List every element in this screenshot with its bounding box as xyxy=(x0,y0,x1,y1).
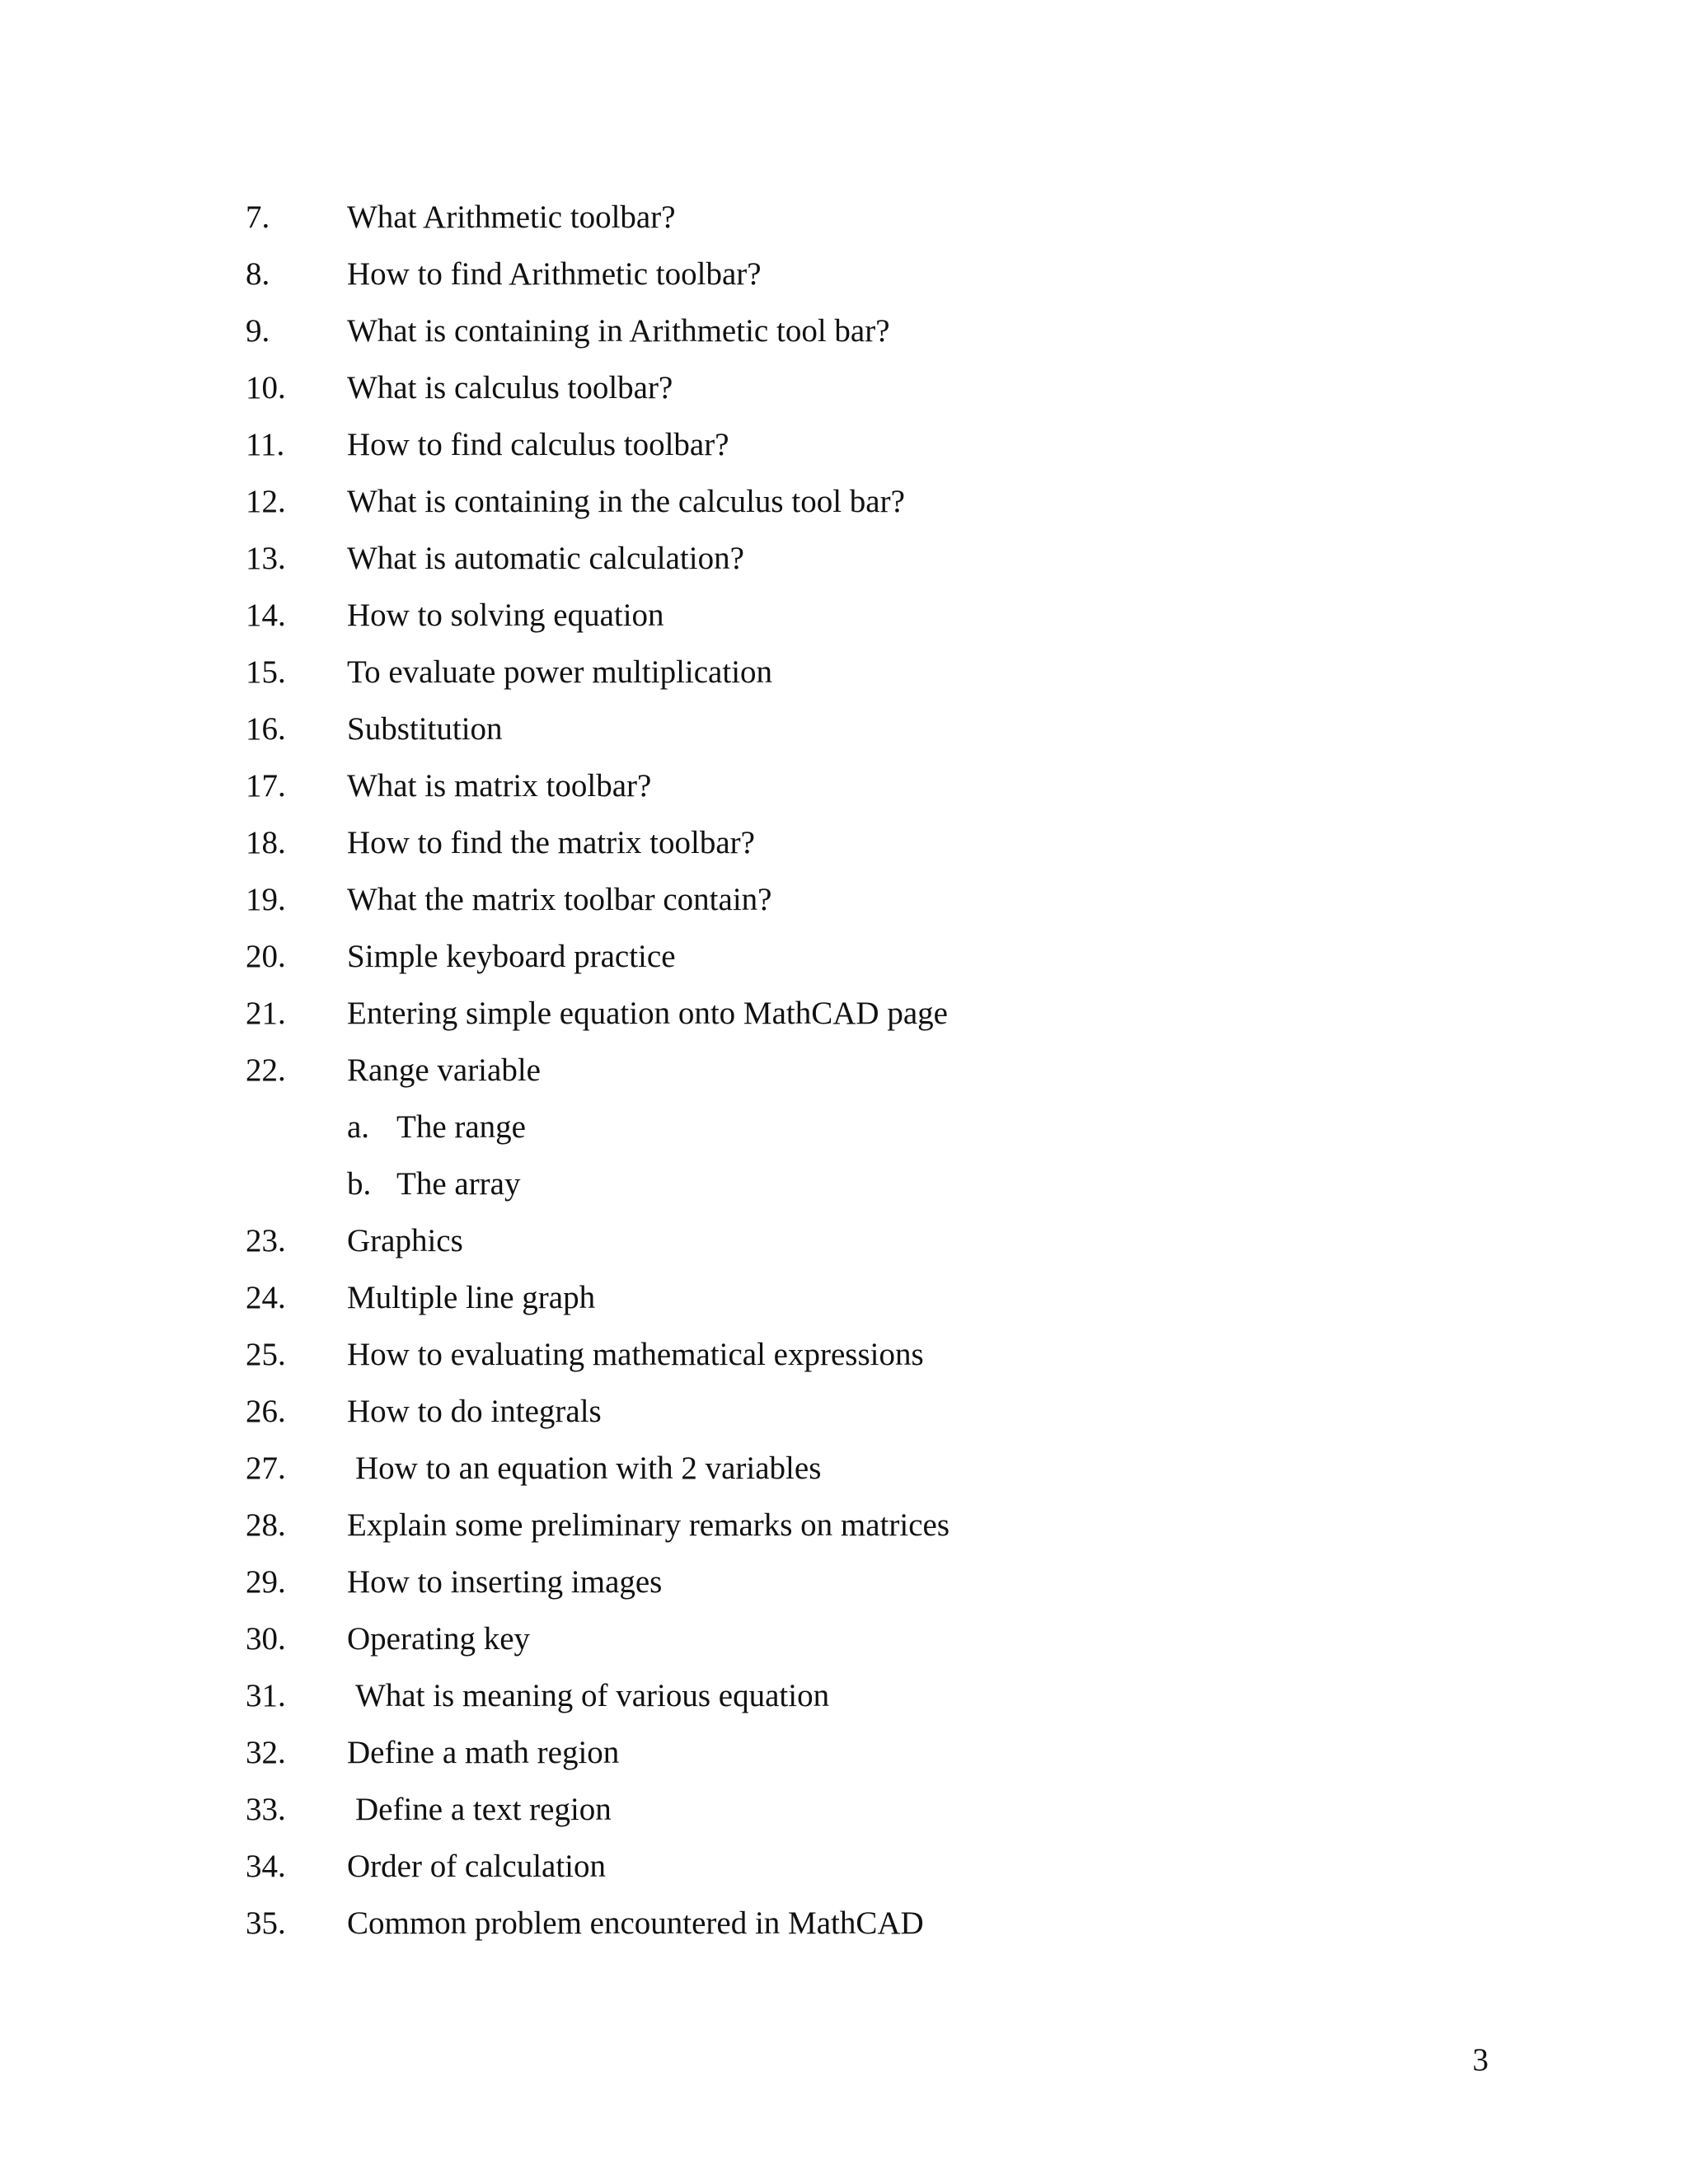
list-item xyxy=(0,1673,1688,1730)
list-item xyxy=(0,763,1688,820)
item-number: 7. xyxy=(246,199,270,235)
item-text: Define a text region xyxy=(355,1792,612,1827)
list-item xyxy=(0,1047,1688,1104)
item-number: 20. xyxy=(246,939,286,974)
list-item xyxy=(0,877,1688,934)
sub-item-marker: a. xyxy=(347,1109,370,1145)
list-item xyxy=(0,479,1688,536)
list-item xyxy=(0,1218,1688,1275)
item-text: Simple keyboard practice xyxy=(347,939,676,974)
list-item xyxy=(0,1332,1688,1389)
item-text: What is automatic calculation? xyxy=(347,541,744,576)
item-text: Common problem encountered in MathCAD xyxy=(347,1905,924,1941)
item-number: 33. xyxy=(246,1792,286,1827)
item-text: Graphics xyxy=(347,1223,463,1258)
list-item xyxy=(0,706,1688,763)
sub-list-item xyxy=(0,1161,1688,1218)
list-item xyxy=(0,536,1688,593)
item-text: How to do integrals xyxy=(347,1394,602,1429)
item-text: What is containing in Arithmetic tool bar? xyxy=(347,313,890,349)
list-item xyxy=(0,1844,1688,1900)
item-number: 13. xyxy=(246,541,286,576)
list-item xyxy=(0,934,1688,991)
item-text: How to find the matrix toolbar? xyxy=(347,825,755,860)
list-item xyxy=(0,1275,1688,1332)
item-text: How to evaluating mathematical expressions xyxy=(347,1337,924,1372)
item-number: 10. xyxy=(246,370,286,405)
item-number: 12. xyxy=(246,484,286,519)
list-item xyxy=(0,1502,1688,1559)
item-number: 24. xyxy=(246,1280,286,1315)
item-number: 34. xyxy=(246,1849,286,1884)
page-number: 3 xyxy=(1472,2042,1489,2078)
item-text: Define a math region xyxy=(347,1735,620,1770)
item-text: How to find calculus toolbar? xyxy=(347,427,729,462)
item-number: 26. xyxy=(246,1394,286,1429)
item-number: 32. xyxy=(246,1735,286,1770)
list-item xyxy=(0,649,1688,706)
question-list xyxy=(0,194,1688,1957)
item-number: 27. xyxy=(246,1451,286,1486)
list-item xyxy=(0,1446,1688,1502)
item-number: 11. xyxy=(246,427,285,462)
list-item xyxy=(0,1787,1688,1844)
list-item xyxy=(0,820,1688,877)
item-text: To evaluate power multiplication xyxy=(347,654,773,690)
item-text: What the matrix toolbar contain? xyxy=(347,882,772,917)
item-number: 23. xyxy=(246,1223,286,1258)
sub-item-text: The range xyxy=(396,1109,526,1145)
item-text: What is calculus toolbar? xyxy=(347,370,673,405)
item-text: Range variable xyxy=(347,1052,541,1088)
item-number: 15. xyxy=(246,654,286,690)
item-number: 14. xyxy=(246,598,286,633)
item-text: How to an equation with 2 variables xyxy=(355,1451,822,1486)
item-text: Explain some preliminary remarks on matrices xyxy=(347,1507,950,1543)
item-text: How to solving equation xyxy=(347,598,664,633)
item-number: 35. xyxy=(246,1905,286,1941)
list-item xyxy=(0,194,1688,251)
item-number: 28. xyxy=(246,1507,286,1543)
item-text: How to inserting images xyxy=(347,1564,663,1600)
list-item xyxy=(0,991,1688,1047)
sub-item-marker: b. xyxy=(347,1166,372,1202)
item-number: 21. xyxy=(246,996,286,1031)
item-text: Entering simple equation onto MathCAD page xyxy=(347,996,948,1031)
item-text: Multiple line graph xyxy=(347,1280,596,1315)
item-text: How to find Arithmetic toolbar? xyxy=(347,256,762,292)
sub-item-text: The array xyxy=(396,1166,521,1202)
item-number: 17. xyxy=(246,768,286,804)
list-item xyxy=(0,1389,1688,1446)
list-item xyxy=(0,1900,1688,1957)
list-item xyxy=(0,251,1688,308)
list-item xyxy=(0,1730,1688,1787)
item-number: 29. xyxy=(246,1564,286,1600)
list-item xyxy=(0,593,1688,649)
item-text: What Arithmetic toolbar? xyxy=(347,199,676,235)
item-number: 8. xyxy=(246,256,270,292)
item-text: Operating key xyxy=(347,1621,531,1657)
item-text: What is containing in the calculus tool bar? xyxy=(347,484,905,519)
item-number: 16. xyxy=(246,711,286,747)
item-number: 19. xyxy=(246,882,286,917)
item-text: Substitution xyxy=(347,711,503,747)
item-number: 22. xyxy=(246,1052,286,1088)
list-item xyxy=(0,365,1688,422)
item-text: Order of calculation xyxy=(347,1849,607,1884)
item-number: 9. xyxy=(246,313,270,349)
list-item xyxy=(0,422,1688,479)
list-item xyxy=(0,1616,1688,1673)
list-item xyxy=(0,308,1688,365)
item-text: What is matrix toolbar? xyxy=(347,768,652,804)
item-number: 18. xyxy=(246,825,286,860)
item-number: 25. xyxy=(246,1337,286,1372)
item-number: 30. xyxy=(246,1621,286,1657)
sub-list-item xyxy=(0,1104,1688,1161)
item-text: What is meaning of various equation xyxy=(355,1678,830,1713)
list-item xyxy=(0,1559,1688,1616)
item-number: 31. xyxy=(246,1678,286,1713)
